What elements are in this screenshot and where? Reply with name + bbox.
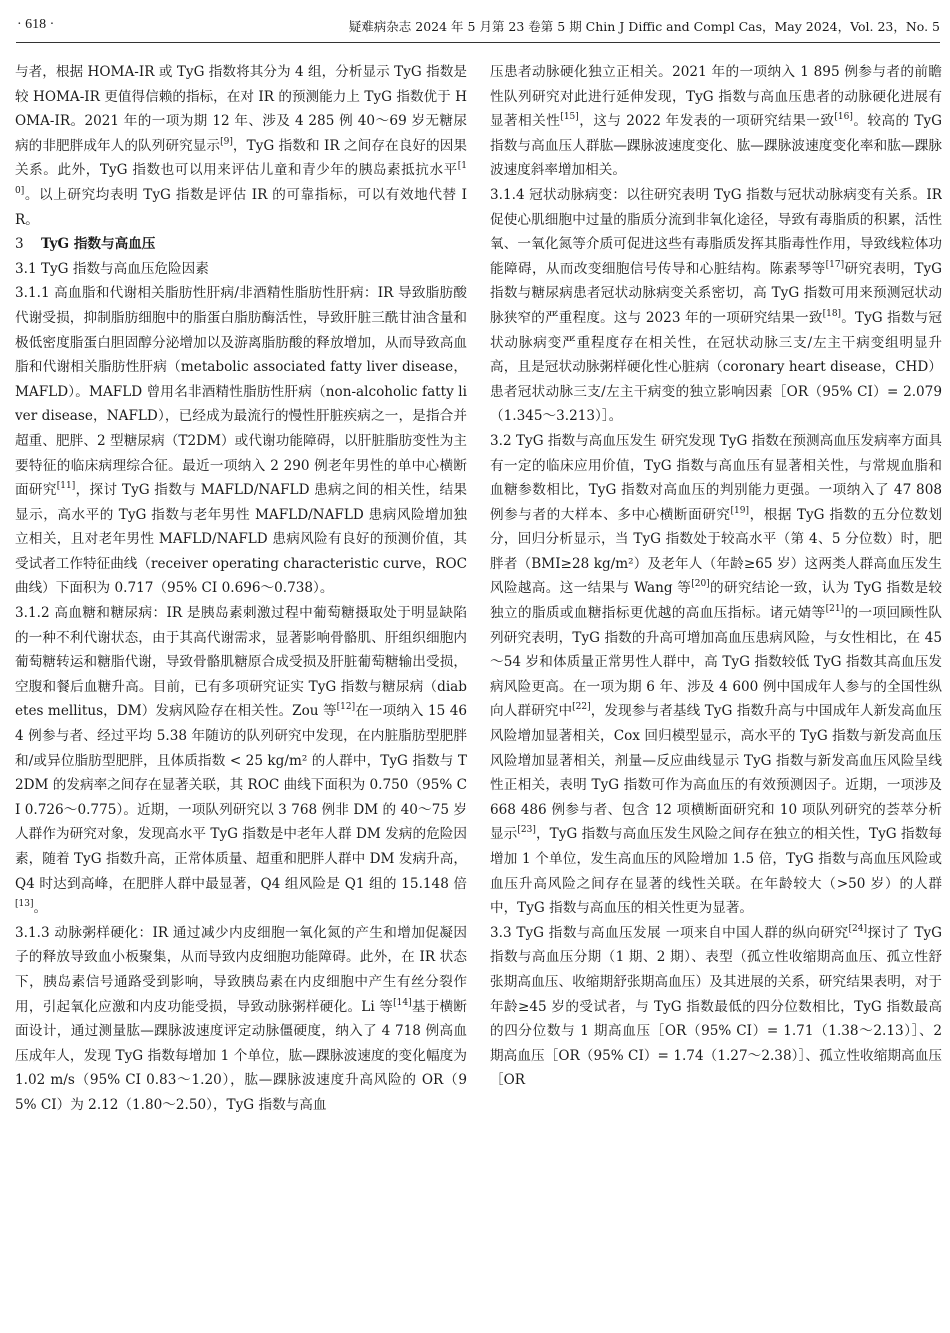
text: IR 通过减少内皮细胞一氧化氮的产生和增加促凝因子的释放导致血小板聚集，从而导致内皮细胞功能障碍。此外，在 IR 状态下，胰岛素信号通路受到影响，导致胰岛素在内皮细胞中产生有丝分裂作用，引起氧化应激和内皮功能受损，导致动脉粥样硬化。Li 等 (15, 924, 467, 1015)
text: IR 是胰岛素刺激过程中葡萄糖摄取处于明显缺陷的一种不利代谢状态，由于其高代谢需求，显著影响骨骼肌、肝组织细胞内葡萄糖转运和糖脂代谢，导致骨骼肌糖原合成受损及肝脏葡萄糖输出受损，空腹和餐后血糖升高。目前，已有多项研究证实 TyG 指数与糖尿病（diabetes mellitus，DM）发病风险存在相关性。Zou 等 (15, 605, 467, 720)
text: ，TyG 指数与高血压发生风险之间存在独立的相关性，TyG 指数每增加 1 个单位，发生高血压的风险增加 1.5 倍，TyG 指数与高血压风险或血压升高风险之间存在显著的线性关联。在年龄较大（>50 岁）的人群中，TyG 指数与高血压的相关性更为显著。 (490, 826, 942, 917)
paragraph (15, 281, 467, 601)
section-number: 3 (15, 236, 24, 253)
page-header (0, 0, 950, 44)
subsection-title: 3.3 TyG 指数与高血压发展 (490, 924, 662, 941)
text: ，TyG 指数和 IR 之间存在良好的因果关系。此外，TyG 指数也可以用来评估儿童和青少年的胰岛素抵抗水平 (15, 137, 467, 179)
citation: [13] (15, 899, 34, 910)
citation: [15] (560, 112, 579, 123)
text: 研究发现 TyG 指数在预测高血压发病率方面具有一定的临床应用价值，TyG 指数与高血压有显著相关性，与常规血脂和血糖参数相比，TyG 指数对高血压的判别能力更强。一项纳入了 47 808 例参与者的大样本、多中心横断面研究 (490, 432, 942, 523)
citation: [16] (834, 112, 853, 123)
subsubsection-title: 3.1.4 冠状动脉病变： (490, 186, 627, 203)
text: ，根据 TyG 指数的五分位数划分，回归分析显示，当 TyG 指数处于较高水平（第 4、5 分位数）时，肥胖者（BMI≥28 kg/m²）及老年人（年龄≥65 岁）这两类人群高血压发生风险越高。这一结果与 Wang 等 (490, 506, 942, 597)
text: 。较高的 TyG 指数与高血压人群肱—踝脉波速度变化、肱—踝脉波速度变化率和肱—踝脉波速度斜率增加相关。 (490, 113, 942, 179)
journal-running-head: 疑难病杂志 2024 年 5 月第 23 卷第 5 期 Chin J Diffic and Compl Cas，May 2024，Vol. 23，No. 5 (348, 19, 940, 34)
text: ，探讨 TyG 指数与 MAFLD/NAFLD 患病之间的相关性，结果显示，高水平的 TyG 指数与老年男性 MAFLD/NAFLD 患病风险增加独立相关，且对老年男性 MAFLD/NAFLD 患病风险有良好的预测价值，其受试者工作特征曲线（receiver operating characteristic curve，ROC 曲线）下面积为 0.717（95% CI 0.696～0.738）。 (15, 482, 467, 597)
text: ，发现参与者基线 TyG 指数升高与中国成年人新发高血压风险增加显著相关，Cox 回归模型显示，高水平的 TyG 指数与新发高血压风险增加显著相关，剂量—反应曲线显示 TyG 指数与新发高血压风险呈线性正相关，表明 TyG 指数可作为高血压的有效预测因子。近期，一项涉及 668 486 例参与者、包含 12 项横断面研究和 10 项队列研究的荟萃分析显示 (490, 703, 942, 843)
text: 在一项纳入 15 464 例参与者、经过平均 5.38 年随访的队列研究中发现，在内脏脂肪型肥胖和/或异位脂肪型肥胖，且体质指数 < 25 kg/m² 的人群中，TyG 指数与 T2DM 的发病率之间存在显著关联，其 ROC 曲线下面积为 0.750（95% CI 0.726～0.775）。近期，一项队列研究以 3 768 例非 DM 的 40～75 岁人群作为研究对象，发现高水平 TyG 指数是中老年人群 DM 发病的危险因素，随着 TyG 指数升高，正常体质量、超重和肥胖人群中 DM 发病升高，Q4 时达到高峰，在肥胖人群中最显著，Q4 组风险是 Q1 组的 15.148 倍 (15, 703, 467, 892)
citation: [23] (517, 825, 536, 836)
text: 。以上研究均表明 TyG 指数是评估 IR 的可靠指标，可以有效地代替 IR。 (15, 186, 467, 228)
text: 基于横断面设计，通过测量肱—踝脉波速度评定动脉僵硬度，纳入了 4 718 例高血压成年人，发现 TyG 指数每增加 1 个单位，肱—踝脉波速度的变化幅度为 1.02 m/s（95% CI 0.83～1.20），肱—踝脉波速度升高风险的 OR（95% CI）为 2.12（1.80～2.50），TyG 指数与高血 (15, 998, 467, 1113)
paragraph (490, 429, 942, 921)
subsubsection-title: 3.1.3 动脉粥样硬化： (15, 924, 153, 941)
section-title: TyG 指数与高血压 (40, 236, 156, 253)
text: 与者，根据 HOMA-IR 或 TyG 指数将其分为 4 组，分析显示 TyG 指数是较 HOMA-IR 更值得信赖的指标，在对 IR 的预测能力上 TyG 指数优于 HOMA-IR。2021 年的一项为期 12 年、涉及 4 285 例 40～69 岁无糖尿病的非肥胖成年人的队列研究显示 (15, 64, 467, 154)
citation: [17] (825, 259, 845, 270)
subsubsection-title: 3.1.1 高血脂和代谢相关脂肪性肝病/非酒精性脂肪性肝病： (15, 285, 378, 302)
text: 。TyG 指数与冠状动脉病变严重程度存在相关性，在冠状动脉三支/左主干病变组明显升高，且是冠状动脉粥样硬化性心脏病（coronary heart disease，CHD）患者冠状动脉三支/左主干病变的独立影响因素［OR（95% CI）= 2.079（1.345～3.213）］。 (490, 309, 942, 425)
right-column (490, 60, 942, 1328)
text: 探讨了 TyG 指数与高血压分期（1 期、2 期）、表型（孤立性收缩期高血压、孤立性舒张期高血压、收缩期舒张期高血压）及其进展的关系，研究结果表明，对于年龄≥45 岁的受试者，与 TyG 指数最低的四分位数相比，TyG 指数最高的四分位数与 1 期高血压［OR（95% CI）= 1.71（1.38～2.13）］、2 期高血压［OR（95% CI）= 1.74（1.27～2.38）］、孤立性收缩期高血压［OR (490, 924, 942, 1089)
subsubsection-title: 3.1.2 高血糖和糖尿病： (15, 605, 167, 622)
text: 研究表明，TyG 指数与糖尿病患者冠状动脉病变关系密切，高 TyG 指数可用来预测冠状动脉狭窄的严重程度。这与 2023 年的一项研究结果一致 (490, 260, 942, 326)
paragraph (15, 921, 467, 1118)
citation: [20] (691, 579, 710, 590)
text: 的研究结论一致，认为 TyG 指数是较独立的脂质或血糖指标更优越的高血压指标。诸元婧等 (490, 580, 942, 622)
subsection-title: 3.1 TyG 指数与高血压危险因素 (15, 260, 209, 277)
paragraph (490, 921, 942, 1093)
text: ，这与 2022 年发表的一项研究结果一致 (578, 113, 835, 130)
paragraph (490, 183, 942, 429)
citation: [12] (336, 702, 356, 713)
text: 以往研究表明 TyG 指数与冠状动脉病变有关系。IR 促使心肌细胞中过量的脂质分流到非氧化途径，导致有毒脂质的积累，活性氧、一氧化氮等介质可促进这些有毒脂质发挥其脂毒性作用，导致线粒体功能障碍，从而改变细胞信号传导和心脏结构。陈素琴等 (490, 186, 942, 277)
text: 。 (33, 900, 48, 917)
header-rule (16, 42, 940, 43)
section-heading (15, 232, 467, 257)
subsection-title: 3.2 TyG 指数与高血压发生 (490, 432, 657, 449)
citation: [11] (56, 481, 76, 492)
text: 一项来自中国人群的纵向研究 (661, 924, 849, 941)
citation: [9] (220, 136, 233, 147)
paragraph (15, 601, 467, 921)
citation: [22] (572, 702, 591, 713)
citation: [24] (848, 923, 868, 934)
subsection-heading (15, 257, 467, 282)
citation: [21] (825, 604, 845, 615)
text: IR 导致脂肪酸代谢受损，抑制脂肪细胞中的脂蛋白脂肪酶活性，导致肝脏三酰甘油含量和极低密度脂蛋白胆固醇分泌增加以及游离脂肪酸的释放增加，从而导致高血脂和代谢相关脂肪性肝病（metabolic associated fatty liver disease，MAFLD）。MAFLD 曾用名非酒精性脂肪性肝病（non-alcoholic fatty liver disease，NAFLD），已经成为最流行的慢性肝脏疾病之一，是指合并超重、肥胖、2 型糖尿病（T2DM）或代谢功能障碍，以肝脏脂肪变性为主要特征的临床病理综合征。最近一项纳入 2 290 例老年男性的单中心横断面研究 (15, 285, 467, 499)
left-column (15, 60, 467, 1328)
text: 的一项回顾性队列研究表明，TyG 指数的升高可增加高血压患病风险，与女性相比，在 45～54 岁和体质量正常男性人群中，高 TyG 指数较低 TyG 指数其高血压发病风险更高。在一项为期 6 年、涉及 4 600 例中国成年人参与的全国性纵向人群研究中 (490, 605, 942, 720)
citation: [18] (822, 308, 842, 319)
citation: [14] (393, 997, 412, 1008)
paragraph (15, 60, 467, 232)
citation: [19] (730, 505, 750, 516)
text: 压患者动脉硬化独立正相关。2021 年的一项纳入 1 895 例参与者的前瞻性队列研究对此进行延伸发现，TyG 指数与高血压患者的动脉硬化进展有显著相关性 (490, 64, 942, 130)
page-number: · 618 · (17, 17, 55, 32)
citation: [10] (15, 161, 467, 196)
paragraph (490, 60, 942, 183)
